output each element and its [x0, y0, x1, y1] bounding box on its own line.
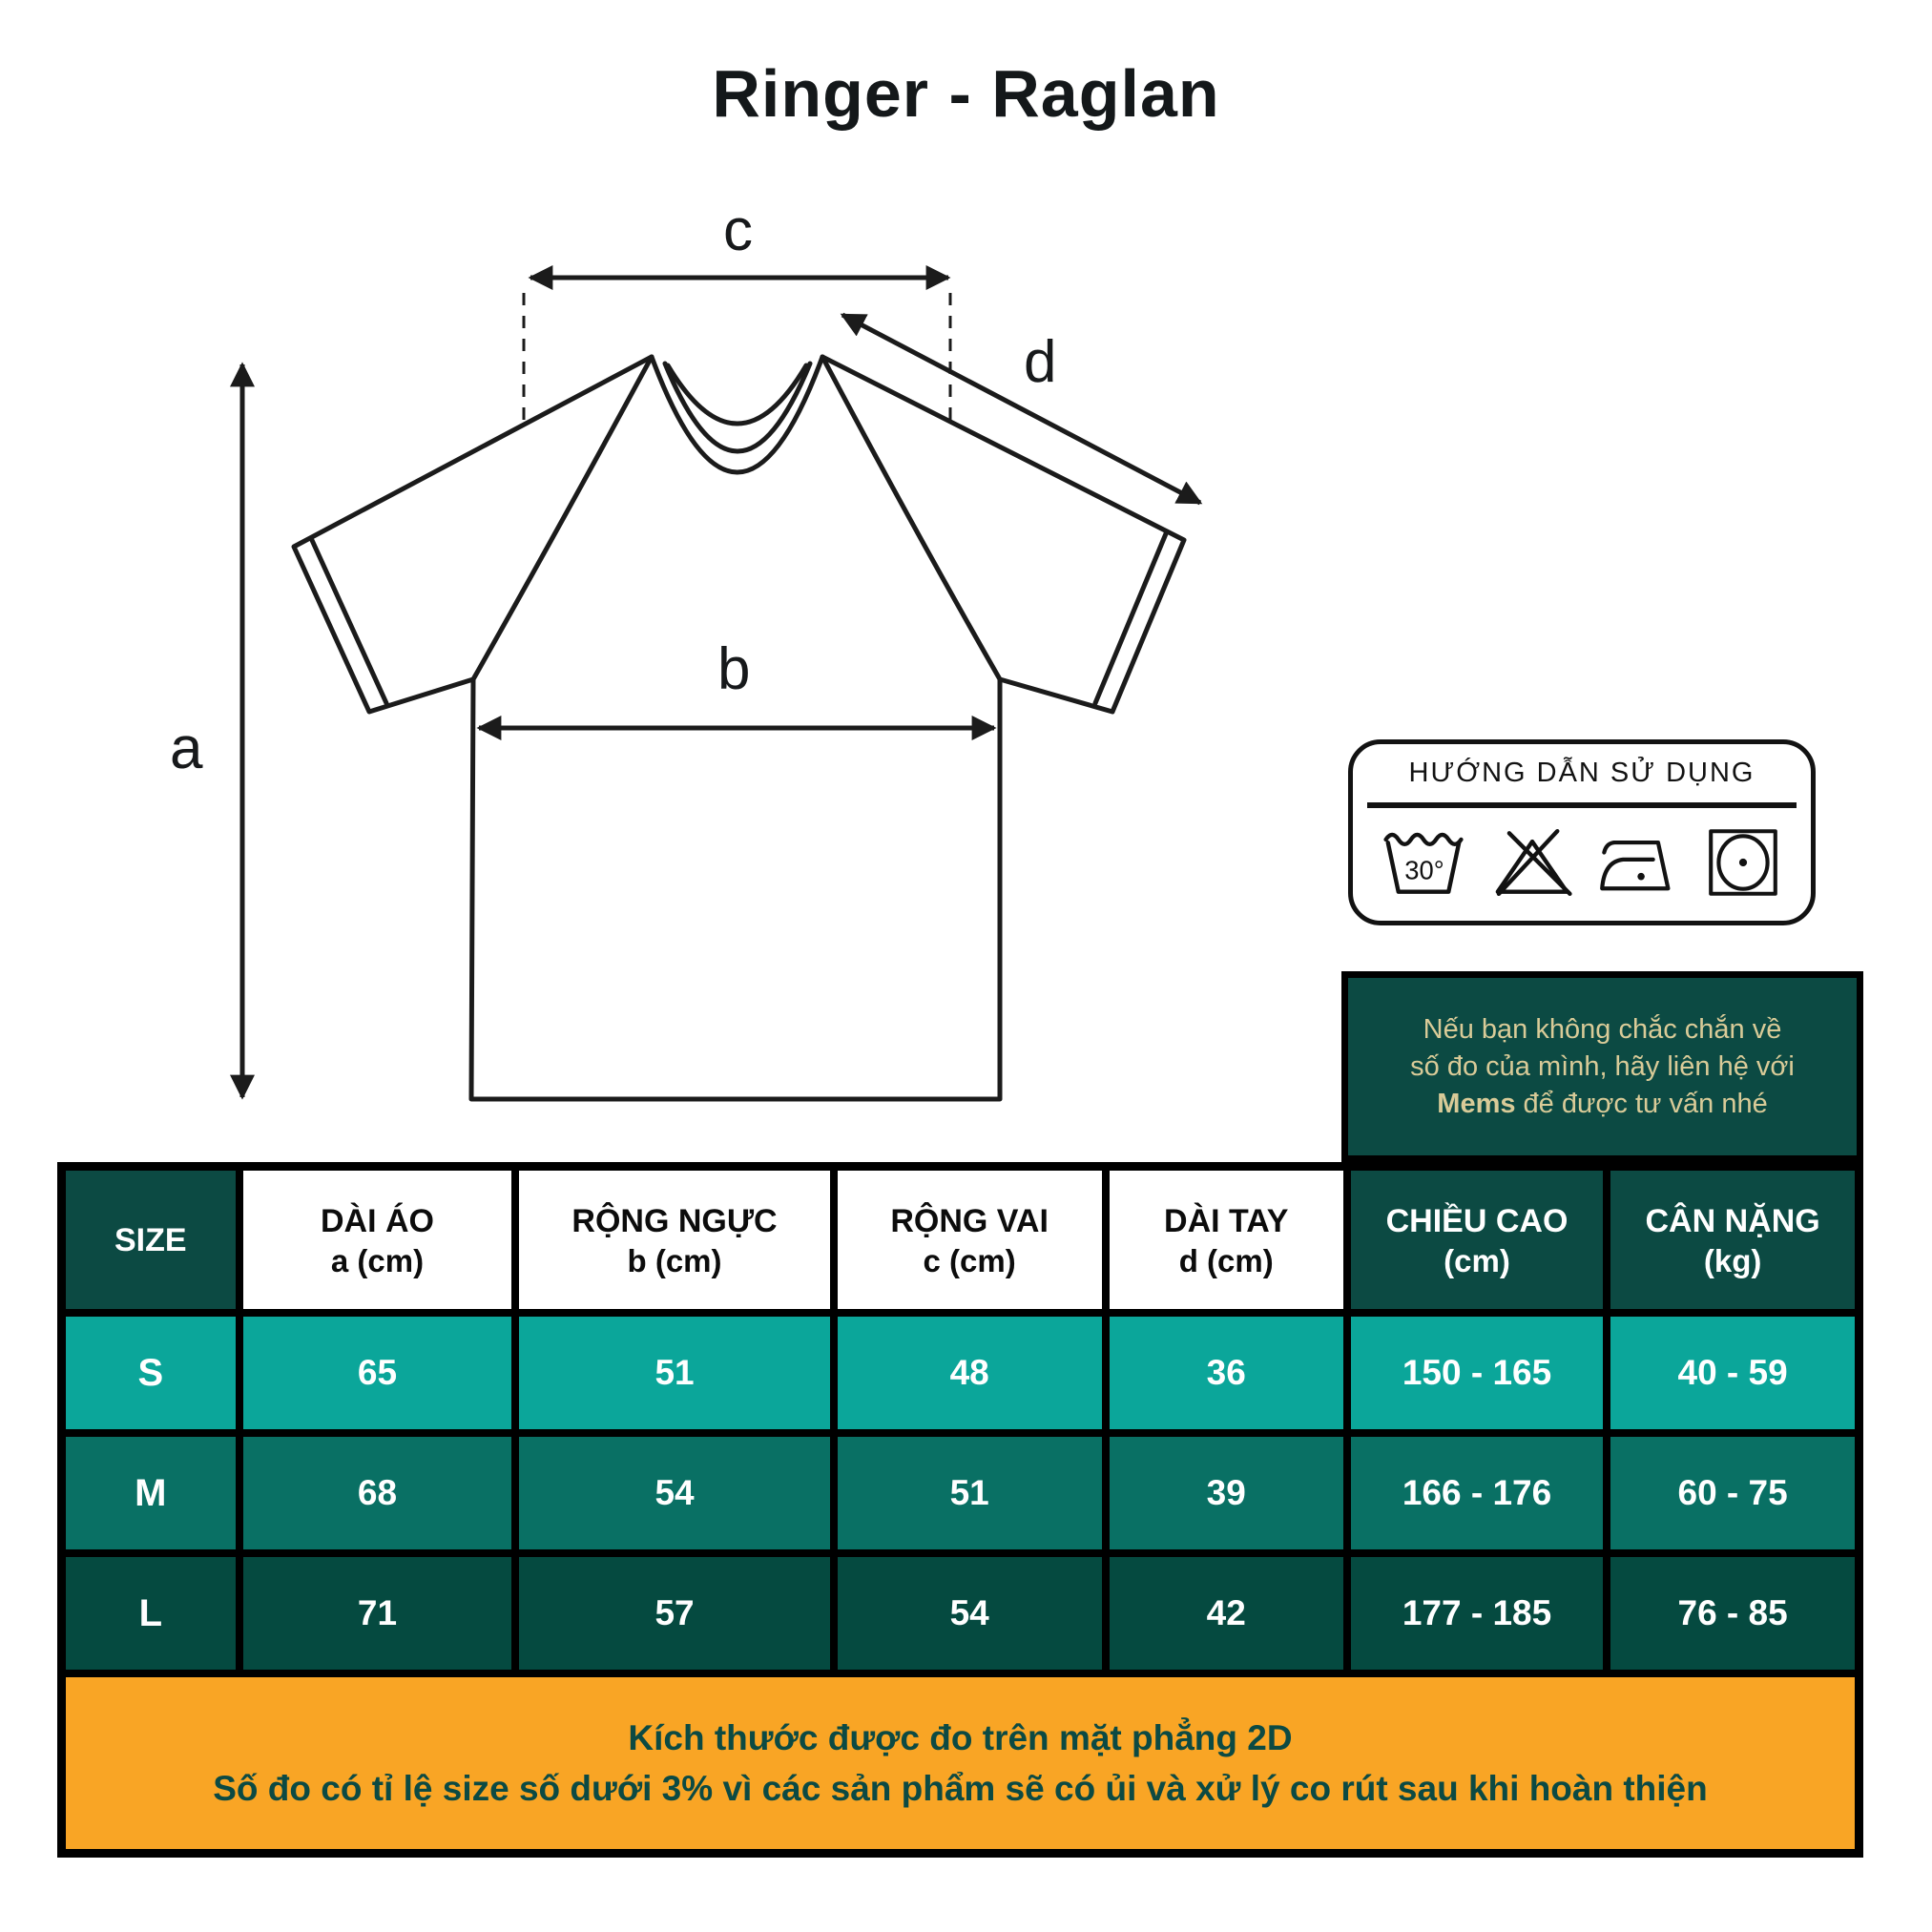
header-dai-tay-unit: d (cm)	[1178, 1242, 1274, 1278]
note-line-3	[1437, 1086, 1767, 1123]
tumble-dry-icon	[1702, 821, 1784, 904]
row-s-size: S	[66, 1317, 236, 1429]
header-dai-ao-unit: a (cm)	[330, 1242, 425, 1278]
row-l-chieu-cao: 177 - 185	[1351, 1557, 1603, 1670]
brand-name: Mems	[1437, 1088, 1516, 1119]
note-line-2: số đo của mình, hãy liên hệ với	[1410, 1050, 1795, 1082]
header-cell-rong-vai	[838, 1171, 1102, 1309]
row-m-chieu-cao: 166 - 176	[1351, 1437, 1603, 1549]
row-l-size: L	[66, 1557, 236, 1670]
measure-label-c: c	[723, 197, 753, 263]
row-l-can-nang: 76 - 85	[1610, 1557, 1855, 1670]
header-size-label: SIZE	[114, 1221, 187, 1258]
size-note-box	[1341, 971, 1863, 1162]
garment-diagram	[114, 157, 1250, 1121]
row-m-rong-vai: 51	[838, 1437, 1102, 1549]
row-s-chieu-cao: 150 - 165	[1351, 1317, 1603, 1429]
footer-line-1: Kích thước được đo trên mặt phẳng 2D	[628, 1718, 1293, 1757]
row-l-rong-vai: 54	[838, 1557, 1102, 1670]
size-table	[57, 1162, 1863, 1858]
care-instructions-title: HƯỚNG DẪN SỬ DỤNG	[1408, 758, 1755, 788]
header-chieu-cao-unit: (cm)	[1444, 1242, 1510, 1278]
note-line-1: Nếu bạn không chắc chắn về	[1423, 1013, 1782, 1045]
shirt-left-sleeve	[294, 357, 652, 712]
footer-line-2: Số đo có tỉ lệ size số dưới 3% vì các sản phẩm sẽ có ủi và xử lý co rút sau khi hoàn thiện	[213, 1769, 1708, 1808]
shirt-right-sleeve	[822, 357, 1184, 712]
shirt-left-cuff-stripe	[311, 538, 386, 703]
row-s-dai-ao: 65	[243, 1317, 512, 1429]
row-m-dai-ao: 68	[243, 1437, 512, 1549]
do-not-bleach-icon	[1488, 821, 1576, 904]
shirt-right-cuff-stripe	[1095, 531, 1167, 703]
header-cell-dai-tay	[1110, 1171, 1343, 1309]
measure-label-b: b	[717, 636, 751, 702]
row-l-rong-nguc: 57	[519, 1557, 829, 1670]
header-chieu-cao-label: CHIỀU CAO	[1385, 1202, 1568, 1239]
header-cell-can-nang	[1610, 1171, 1855, 1309]
header-rong-nguc-unit: b (cm)	[627, 1242, 722, 1278]
wash-30-icon	[1380, 821, 1467, 904]
row-m-can-nang: 60 - 75	[1610, 1437, 1855, 1549]
row-l-dai-tay: 42	[1110, 1557, 1343, 1670]
shirt-body-outline	[471, 679, 1000, 1099]
header-rong-vai-label: RỘNG VAI	[890, 1202, 1049, 1239]
header-rong-nguc-label: RỘNG NGỰC	[571, 1202, 778, 1239]
row-s-dai-tay: 36	[1110, 1317, 1343, 1429]
row-s-rong-vai: 48	[838, 1317, 1102, 1429]
iron-icon	[1597, 821, 1681, 904]
shirt-collar-outer	[652, 357, 822, 472]
header-can-nang-label: CÂN NẶNG	[1645, 1202, 1820, 1239]
header-rong-vai-unit: c (cm)	[923, 1242, 1016, 1278]
care-icons-row	[1353, 808, 1811, 904]
measure-arrow-d	[842, 315, 1200, 503]
shirt-right-raglan-seam	[822, 357, 1000, 679]
row-s-rong-nguc: 51	[519, 1317, 829, 1429]
header-cell-rong-nguc	[519, 1171, 829, 1309]
header-dai-ao-label: DÀI ÁO	[320, 1202, 434, 1239]
header-cell-size	[66, 1171, 236, 1309]
header-dai-tay-label: DÀI TAY	[1164, 1202, 1289, 1239]
wash-temp-label: 30°	[1404, 855, 1444, 885]
row-m-size: M	[66, 1437, 236, 1549]
row-m-dai-tay: 39	[1110, 1437, 1343, 1549]
header-can-nang-unit: (kg)	[1703, 1242, 1762, 1278]
row-s-can-nang: 40 - 59	[1610, 1317, 1855, 1429]
care-instructions-box	[1348, 739, 1816, 925]
measure-label-a: a	[170, 716, 203, 781]
measure-label-d: d	[1024, 329, 1057, 395]
header-cell-dai-ao	[243, 1171, 512, 1309]
row-m-rong-nguc: 54	[519, 1437, 829, 1549]
row-l-dai-ao: 71	[243, 1557, 512, 1670]
note-line-3-rest: để được tư vấn nhé	[1515, 1088, 1768, 1119]
footer-banner	[66, 1677, 1855, 1849]
shirt-collar-inner	[665, 364, 810, 451]
header-cell-chieu-cao	[1351, 1171, 1603, 1309]
page-title: Ringer - Raglan	[712, 56, 1220, 131]
